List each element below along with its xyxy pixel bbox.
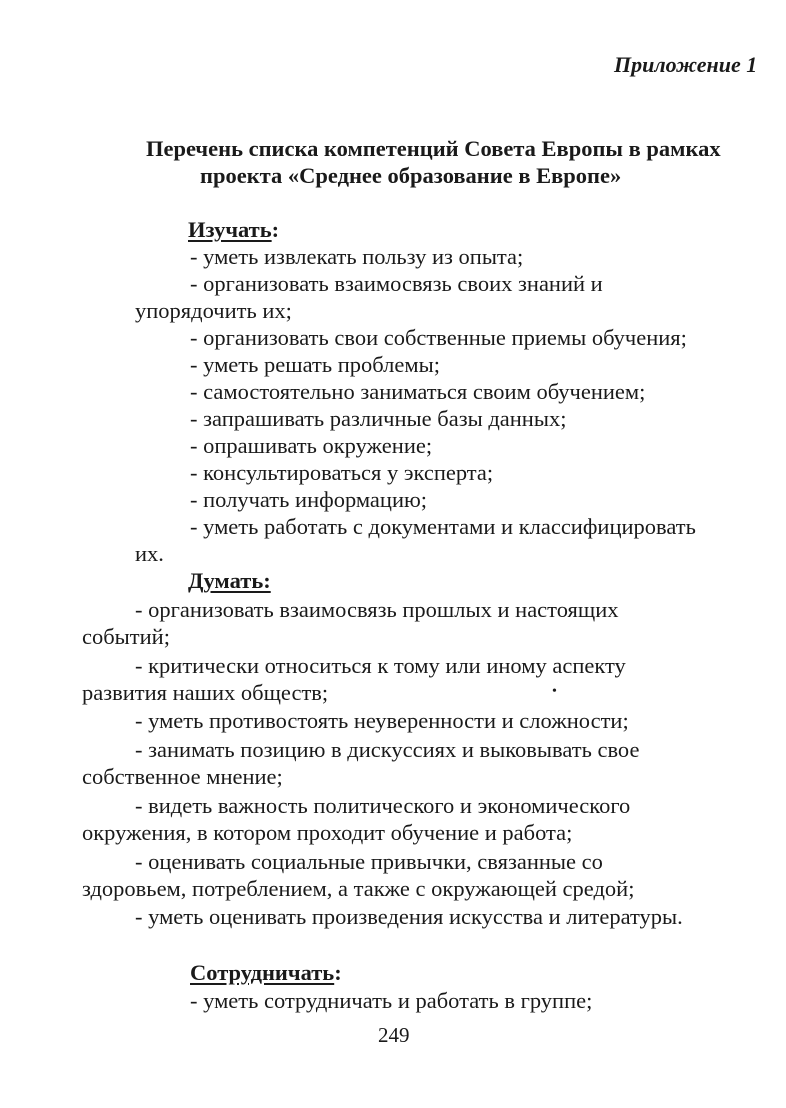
list-item: - уметь извлекать пользу из опыта; [190, 244, 524, 269]
stray-mark: • [552, 684, 557, 699]
list-item: - самостоятельно заниматься своим обучением; [190, 379, 646, 404]
list-item-continuation: развития наших обществ; [82, 680, 329, 705]
list-item: - организовать взаимосвязь прошлых и настоящих [135, 597, 619, 622]
list-item: - организовать взаимосвязь своих знаний и [190, 271, 603, 296]
list-item: - критически относиться к тому или иному аспекту [135, 653, 626, 678]
list-item: - уметь оценивать произведения искусства и литературы. [135, 904, 683, 929]
document-title-line-2: проекта «Среднее образование в Европе» [200, 163, 622, 188]
list-item: - организовать свои собственные приемы обучения; [190, 325, 687, 350]
list-item-continuation: окружения, в котором проходит обучение и работа; [82, 820, 573, 845]
list-item: - консультироваться у эксперта; [190, 460, 494, 485]
section-heading-study-colon: : [271, 217, 280, 242]
list-item: - занимать позицию в дискуссиях и выковывать свое [135, 737, 640, 762]
section-heading-think-text: Думать: [188, 568, 271, 593]
list-item-continuation: здоровьем, потреблением, а также с окружающей средой; [82, 876, 635, 901]
list-item: - уметь противостоять неуверенности и сложности; [135, 708, 629, 733]
list-item: - видеть важность политического и экономического [135, 793, 631, 818]
list-item: - опрашивать окружение; [190, 433, 433, 458]
list-item: - уметь решать проблемы; [190, 352, 440, 377]
page-number: 249 [378, 1023, 410, 1047]
list-item: - получать информацию; [190, 487, 428, 512]
section-heading-cooperate [190, 960, 342, 986]
section-heading-study-text: Изучать [188, 217, 272, 242]
list-item: - оценивать социальные привычки, связанные со [135, 849, 603, 874]
section-heading-cooperate-colon: : [334, 960, 342, 985]
section-heading-study [188, 217, 279, 243]
appendix-label: Приложение 1 [614, 52, 758, 77]
list-item: - уметь сотрудничать и работать в группе; [190, 988, 593, 1013]
section-heading-cooperate-text: Сотрудничать [190, 960, 335, 985]
list-item-continuation: событий; [82, 624, 170, 649]
list-item-continuation: упорядочить их; [135, 298, 292, 323]
list-item-continuation: их. [135, 541, 164, 566]
list-item: - запрашивать различные базы данных; [190, 406, 567, 431]
document-title-line-1: Перечень списка компетенций Совета Европы в рамках [146, 136, 721, 161]
section-heading-think [188, 568, 271, 594]
list-item-continuation: собственное мнение; [82, 764, 283, 789]
list-item: - уметь работать с документами и классифицировать [190, 514, 696, 539]
